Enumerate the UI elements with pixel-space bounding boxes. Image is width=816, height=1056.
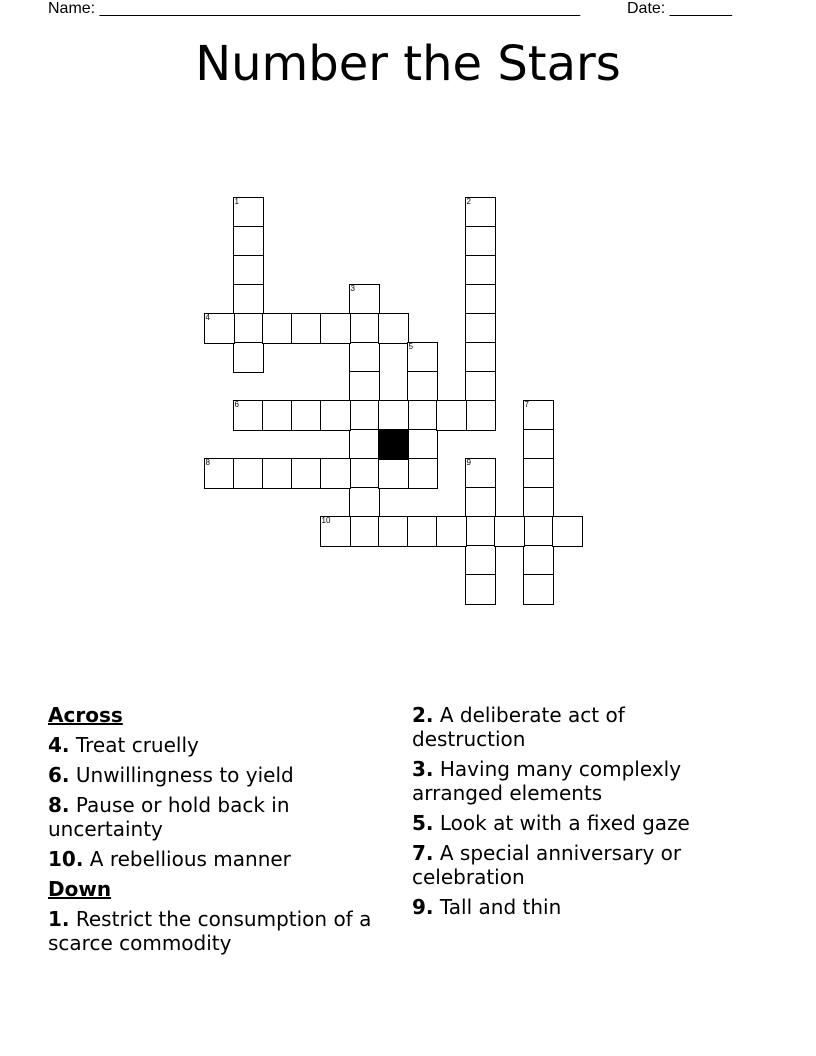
clue-across-10: [48, 847, 388, 871]
clue-text: A deliberate act of destruction: [412, 703, 625, 751]
grid-cell[interactable]: [320, 458, 351, 489]
grid-cell[interactable]: [233, 400, 264, 431]
grid-cell[interactable]: [465, 574, 496, 605]
clue-number: 8.: [48, 793, 70, 817]
cell-number: 9: [466, 457, 471, 467]
grid-cell[interactable]: [465, 342, 496, 373]
clue-text: Tall and thin: [439, 895, 562, 919]
grid-cell[interactable]: [349, 400, 380, 431]
clue-across-8: [48, 793, 388, 841]
clue-text: Pause or hold back in uncertainty: [48, 793, 290, 841]
grid-cell[interactable]: [320, 400, 351, 431]
cell-number: 2: [466, 196, 471, 206]
down-heading: Down: [48, 877, 112, 901]
grid-cell[interactable]: [233, 313, 264, 344]
grid-cell[interactable]: [349, 342, 380, 373]
cell-number: 4: [205, 312, 210, 322]
cell-number: 10: [321, 515, 331, 525]
clue-down-1: [48, 907, 388, 955]
cell-number: 3: [350, 283, 355, 293]
grid-cell[interactable]: [494, 516, 525, 547]
grid-cell[interactable]: [233, 458, 264, 489]
clue-number: 10.: [48, 847, 84, 871]
clue-down-2: [412, 703, 742, 751]
grid-cell[interactable]: [349, 429, 380, 460]
grid-cell[interactable]: [349, 487, 380, 518]
clue-number: 2.: [412, 703, 434, 727]
clue-across-4: [48, 733, 388, 757]
grid-cell[interactable]: [262, 313, 293, 344]
clue-text: Having many complexly arranged elements: [412, 757, 682, 805]
grid-cell[interactable]: [436, 516, 467, 547]
grid-cell[interactable]: [407, 400, 438, 431]
grid-cell[interactable]: [378, 400, 409, 431]
grid-cell[interactable]: [320, 313, 351, 344]
grid-cell[interactable]: [465, 371, 496, 402]
grid-cell[interactable]: [465, 226, 496, 257]
clue-text: A special anniversary or celebration: [412, 841, 682, 889]
clue-down-7: [412, 841, 742, 889]
grid-cell[interactable]: [407, 429, 438, 460]
clue-number: 9.: [412, 895, 434, 919]
grid-cell[interactable]: [204, 313, 235, 344]
grid-cell[interactable]: [378, 458, 409, 489]
across-heading: Across: [48, 703, 123, 727]
grid-cell[interactable]: [320, 516, 351, 547]
cell-number: 7: [524, 399, 529, 409]
page-title: Number the Stars: [195, 36, 621, 92]
grid-cell[interactable]: [233, 255, 264, 286]
grid-cell[interactable]: [407, 516, 438, 547]
grid-cell[interactable]: [465, 313, 496, 344]
clue-down-5: [412, 811, 742, 835]
grid-cell[interactable]: [436, 400, 467, 431]
clue-number: 5.: [412, 811, 434, 835]
cell-number: 6: [234, 399, 239, 409]
clue-number: 4.: [48, 733, 70, 757]
grid-cell[interactable]: [407, 342, 438, 373]
grid-cell[interactable]: [465, 545, 496, 576]
grid-cell[interactable]: [523, 574, 554, 605]
clue-number: 1.: [48, 907, 70, 931]
grid-cell[interactable]: [262, 458, 293, 489]
grid-cell[interactable]: [349, 284, 380, 315]
grid-cell[interactable]: [291, 313, 322, 344]
grid-cell[interactable]: [465, 197, 496, 228]
grid-cell[interactable]: [552, 516, 583, 547]
clue-down-3: [412, 757, 742, 805]
grid-block-cell: [378, 429, 409, 460]
clue-text: Restrict the consumption of a scarce commodity: [48, 907, 372, 955]
grid-cell[interactable]: [349, 458, 380, 489]
clue-down-9: [412, 895, 742, 919]
clue-text: A rebellious manner: [89, 847, 291, 871]
grid-cell[interactable]: [262, 400, 293, 431]
grid-cell[interactable]: [465, 255, 496, 286]
clue-text: Look at with a fixed gaze: [439, 811, 690, 835]
grid-cell[interactable]: [523, 516, 554, 547]
grid-cell[interactable]: [349, 516, 380, 547]
grid-cell[interactable]: [523, 545, 554, 576]
grid-cell[interactable]: [291, 400, 322, 431]
clue-number: 6.: [48, 763, 70, 787]
grid-cell[interactable]: [233, 342, 264, 373]
clue-text: Unwillingness to yield: [75, 763, 294, 787]
cell-number: 1: [234, 196, 239, 206]
grid-cell[interactable]: [523, 429, 554, 460]
grid-cell[interactable]: [349, 371, 380, 402]
grid-cell[interactable]: [465, 284, 496, 315]
grid-cell[interactable]: [378, 313, 409, 344]
clue-across-6: [48, 763, 388, 787]
grid-cell[interactable]: [523, 400, 554, 431]
grid-cell[interactable]: [349, 313, 380, 344]
grid-cell[interactable]: [465, 487, 496, 518]
grid-cell[interactable]: [523, 487, 554, 518]
clue-number: 7.: [412, 841, 434, 865]
cell-number: 5: [408, 341, 413, 351]
cell-number: 8: [205, 457, 210, 467]
grid-cell[interactable]: [233, 284, 264, 315]
clue-text: Treat cruelly: [75, 733, 199, 757]
grid-cell[interactable]: [233, 197, 264, 228]
grid-cell[interactable]: [465, 458, 496, 489]
grid-cell[interactable]: [291, 458, 322, 489]
grid-cell[interactable]: [233, 226, 264, 257]
grid-cell[interactable]: [407, 458, 438, 489]
date-field-line: Date: _______: [627, 0, 732, 17]
grid-cell[interactable]: [378, 516, 409, 547]
clues-right-column: [412, 703, 742, 919]
name-field-line: Name: ______________________________________________________: [48, 0, 581, 17]
clues-left-column: [48, 703, 388, 955]
grid-cell[interactable]: [523, 458, 554, 489]
grid-cell[interactable]: [204, 458, 235, 489]
grid-cell[interactable]: [465, 400, 496, 431]
grid-cell[interactable]: [407, 371, 438, 402]
clue-number: 3.: [412, 757, 434, 781]
grid-cell[interactable]: [465, 516, 496, 547]
